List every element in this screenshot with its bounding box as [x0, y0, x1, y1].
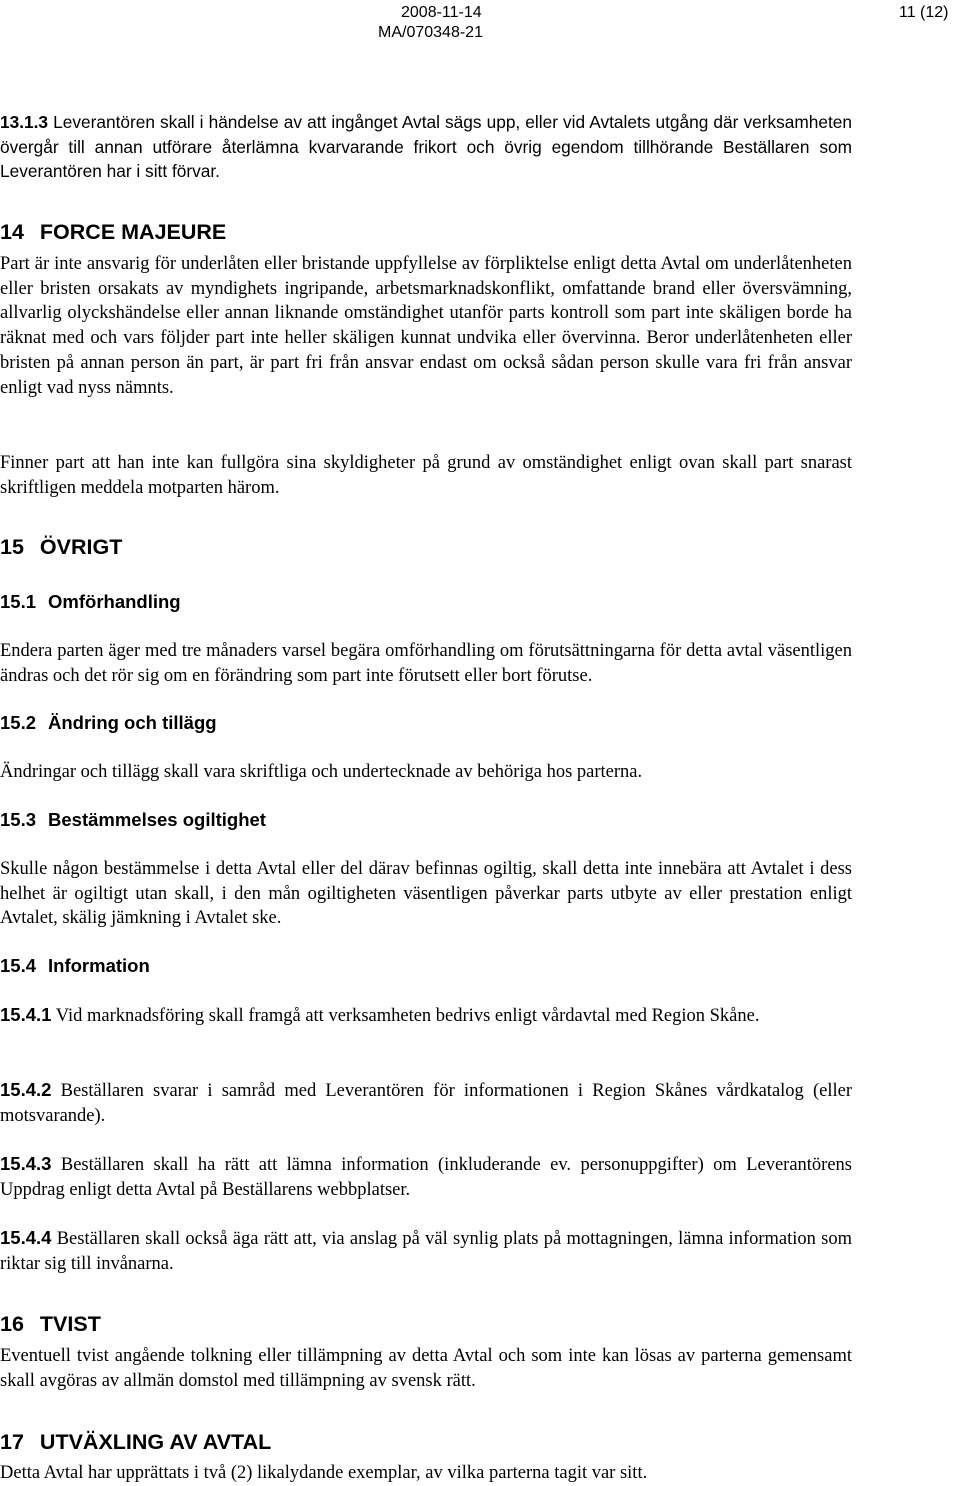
- clause-text: Beställaren svarar i samråd med Leverantören för informationen i Region Skånes vårdkatalog (eller motsvarande).: [0, 1081, 853, 1126]
- section-15-3-text: Skulle någon bestämmelse i detta Avtal eller del därav befinnas ogiltig, skall detta inte innebära att Avtalet i dess helhet är ogiltigt utan skall, i den mån ogiltigheten väsentligen påverkar parts utbyte av eller prestation enligt Avtalet, skälig jämkning i Avtalet ske.: [0, 859, 852, 929]
- clause-number: 15.4.1: [0, 1004, 52, 1025]
- section-title: FORCE MAJEURE: [39, 220, 227, 244]
- section-15-heading: [0, 534, 122, 560]
- section-17-heading: [0, 1429, 271, 1455]
- clause-text: Leverantören skall i händelse av att ingånget Avtal sägs upp, eller vid Avtalets utgång där verksamheten övergår till annan utförare återlämna kvarvarande frikort och övrig egendom tillhörande Beställaren som Leverantören har i sitt förvar.: [0, 112, 852, 182]
- section-15-1-text: Endera parten äger med tre månaders varsel begära omförhandling om förutsättningarna för detta avtal väsentligen ändras och det rör sig om en förändring som part inte förutsett eller bort förutse.: [0, 641, 852, 686]
- section-number: 14: [0, 220, 24, 244]
- section-title: TVIST: [39, 1312, 101, 1336]
- section-title: UTVÄXLING AV AVTAL: [39, 1430, 272, 1454]
- header-reference: MA/070348-21: [378, 24, 483, 41]
- section-title: Information: [48, 955, 150, 976]
- clause-15-4-3: [0, 1152, 852, 1202]
- section-16-heading: [0, 1311, 101, 1337]
- clause-text: Beställaren skall ha rätt att lämna information (inkluderande ev. personuppgifter) om Leverantörens Uppdrag enligt detta Avtal på Beställarens webbplatser.: [0, 1155, 853, 1200]
- header-date: 2008-11-14: [401, 4, 482, 21]
- clause-number: 15.4.3: [0, 1153, 52, 1174]
- section-16-text: Eventuell tvist angående tolkning eller tillämpning av detta Avtal och som inte kan lösas av parterna gemensamt skall avgöras av allmän domstol med tillämpning av svensk rätt.: [0, 1346, 852, 1391]
- section-15-2-heading: [0, 711, 217, 735]
- section-15-3-heading: [0, 808, 266, 832]
- clause-text: Vid marknadsföring skall framgå att verksamheten bedrivs enligt vårdavtal med Region Skåne.: [55, 1006, 760, 1026]
- section-14-paragraph-2: Finner part att han inte kan fullgöra sina skyldigheter på grund av omständighet enligt ovan skall part snarast skriftligen meddela motparten härom.: [0, 453, 852, 498]
- clause-number: 15.4.4: [0, 1227, 52, 1248]
- section-14-paragraph-1: Part är inte ansvarig för underlåten eller bristande uppfyllelse av förpliktelse enligt detta Avtal om underlåtenheten eller bristen orsakats av myndighets ingripande, arbetsmarknadskonflikt, omfattande brand eller översvämning, allvarlig olyckshändelse eller annan liknande omständighet utanför parts kontroll som part inte skäligen borde ha räknat med och vars följder part inte heller skäligen kunnat undvika eller övervinna. Beror underlåtenheten eller bristen på annan person än part, är part fri från ansvar endast om också sådan person skulle vara fri från ansvar enligt vad nyss nämnts.: [0, 254, 852, 398]
- clause-number: 15.4.2: [0, 1079, 52, 1100]
- clause-15-4-2: [0, 1078, 852, 1128]
- section-title: Omförhandling: [48, 591, 181, 612]
- clause-number: 13.1.3: [0, 112, 49, 132]
- section-15-1-heading: [0, 590, 181, 614]
- section-number: 15.3: [0, 809, 37, 830]
- section-number: 17: [0, 1430, 24, 1454]
- section-17-text: Detta Avtal har upprättats i två (2) likalydande exemplar, av vilka parterna tagit var sitt.: [0, 1463, 648, 1483]
- section-title: Ändring och tillägg: [48, 712, 217, 733]
- section-title: ÖVRIGT: [39, 535, 123, 559]
- section-number: 16: [0, 1312, 24, 1336]
- section-number: 15: [0, 535, 24, 559]
- page-number: 11 (12): [899, 4, 949, 21]
- clause-text: Beställaren skall också äga rätt att, via anslag på väl synlig plats på mottagningen, lämna information som riktar sig till invånarna.: [0, 1229, 853, 1274]
- section-number: 15.4: [0, 955, 37, 976]
- clause-15-4-4: [0, 1226, 852, 1276]
- section-title: Bestämmelses ogiltighet: [48, 809, 266, 830]
- section-15-2-text: Ändringar och tillägg skall vara skriftliga och undertecknade av behöriga hos parterna.: [0, 762, 643, 782]
- section-14-heading: [0, 219, 226, 245]
- clause-13-1-3: [0, 110, 852, 184]
- section-number: 15.1: [0, 591, 37, 612]
- section-15-4-heading: [0, 954, 150, 978]
- clause-15-4-1: [0, 1003, 852, 1029]
- section-number: 15.2: [0, 712, 37, 733]
